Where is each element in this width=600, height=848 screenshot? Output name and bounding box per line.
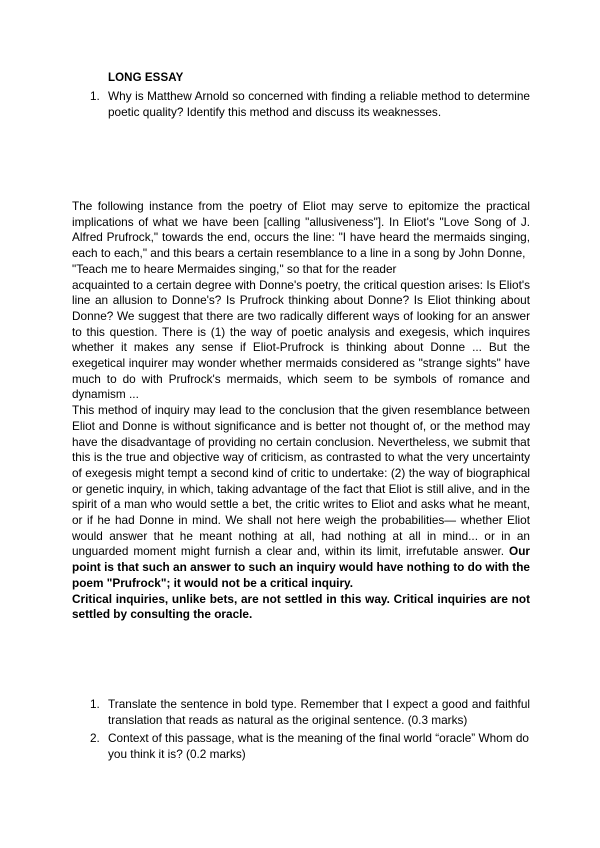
- reading-passage: [72, 199, 530, 623]
- passage-paragraph: [72, 403, 530, 591]
- passage-text: This method of inquiry may lead to the conclusion that the given resemblance between Eliot and Donne is without significance and is better not thought of, or the method may have the disadvantage of providing no certain conclusion. Nevertheless, we submit that this is the true and objective way of criticism, as contrasted to what the very uncertainty of exegesis might tempt a second kind of critic to undertake: (2) the way of biographical or genetic inquiry, in which, taking advantage of the fact that Eliot is still alive, and in the spirit of a man who would settle a bet, the critic writes to Eliot and asks what he meant, or if he had Donne in mind. We shall not here weigh the probabilities— whether Eliot would answer that he meant nothing at all, had nothing at all in mind... or in an unguarded moment might furnish a clear and, within its limit, irrefutable answer.: [72, 403, 530, 559]
- passage-paragraph: acquainted to a certain degree with Donne's poetry, the critical question arises: Is Eliot's line an allusion to Donne's? Is Prufrock thinking about Donne? Is Eliot thinking about Donne? We suggest that there are two radically different ways of looking for an answer to this question. There is (1) the way of poetic analysis and exegesis, which inquires whether it makes any sense if Eliot-Prufrock is thinking about Donne ... But the exegetical inquirer may wonder whether mermaids considered as "strange sights" have much to do with Prufrock's mermaids, which seem to be symbols of romance and dynamism ...: [72, 277, 530, 402]
- essay-question: [90, 88, 530, 120]
- task-list: [90, 696, 530, 764]
- passage-quote-line: "Teach me to heare Mermaides singing," so that for the reader: [72, 261, 397, 276]
- bold-paragraph: Critical inquiries, unlike bets, are not settled in this way. Critical inquiries are not settled by consulting the oracle.: [72, 591, 530, 622]
- question-text: Why is Matthew Arnold so concerned with finding a reliable method to determine poetic quality? Identify this method and discuss its weaknesses.: [108, 89, 530, 119]
- task-number: 2.: [90, 731, 100, 745]
- question-number: 1.: [90, 89, 100, 103]
- task-text: Context of this passage, what is the meaning of the final world “oracle” Whom do you think it is? (0.2 marks): [108, 731, 529, 761]
- task-number: 1.: [90, 697, 100, 711]
- task-item: [90, 696, 530, 728]
- bold-sentence: Our point is that such an answer to such an inquiry would have nothing to do with the poem "Prufrock"; it would not be a critical inquiry.: [72, 544, 530, 590]
- task-text: Translate the sentence in bold type. Remember that I expect a good and faithful translation that reads as natural as the original sentence. (0.3 marks): [108, 697, 530, 727]
- passage-paragraph: The following instance from the poetry of Eliot may serve to epitomize the practical implications of what we have been [calling "allusiveness"]. In Eliot's "Love Song of J. Alfred Prufrock," towards the end, occurs the line: "I have heard the mermaids singing, each to each," and this bears a certain resemblance to a line in a song by John Donne,: [72, 199, 530, 261]
- section-heading: LONG ESSAY: [108, 72, 184, 84]
- task-item: [90, 730, 530, 762]
